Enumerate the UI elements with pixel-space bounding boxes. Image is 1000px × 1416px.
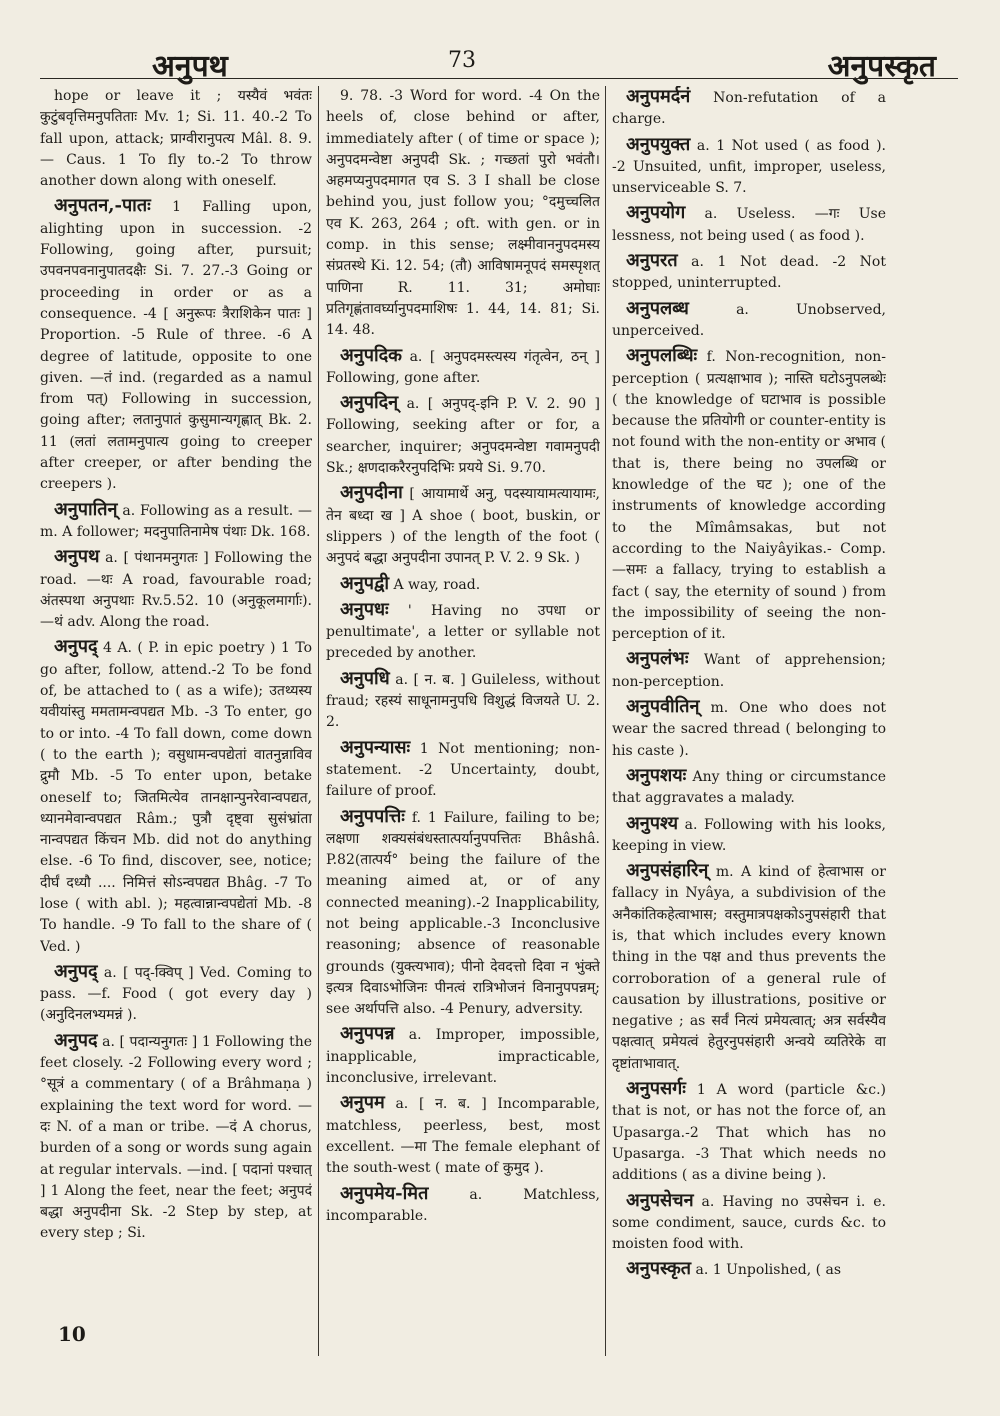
header-rule: [40, 78, 958, 79]
dictionary-entry: [612, 345, 886, 645]
dictionary-entry: [326, 1092, 600, 1179]
dictionary-entry: [612, 1258, 886, 1281]
entry-text: a. Following as a result. —m. A follower; मदनुपातिनामेष पंथाः Dk. 168.: [40, 502, 312, 540]
dictionary-entry: [612, 765, 886, 810]
entry-text: 9. 78. -3 Word for word. -4 On the heels of, close behind or after, immediately after ( of time or space ); अनुपदमन्वेष्टा अनुपदी Sk. ; गच्छतां पुरो भवंतौ। अहमप्यनुपदमागत एव S. 3 I shall be close behind you, just follow you; °दमुच्चलित एव K. 263, 264 ; oft. with gen. or in comp. in this sense; लक्ष्मीवाननुपदमस्य संप्रतस्थे Ki. 12. 54; (तौ) आविषामनूपदं समस्पृशत् पाणिना R. 11. 31; अमोघाः प्रतिगृह्णंतावर्घ्यानुपदमाशिषः 1. 44, 14. 81; Si. 14. 48.: [326, 88, 600, 339]
entry-headword: अनुपद्वी: [340, 572, 389, 594]
entry-headword: अनुपयुक्त: [626, 133, 691, 155]
entry-text: A way, road.: [393, 576, 481, 593]
entry-headword: अनुपलंभः: [626, 648, 689, 670]
entry-headword: अनुपतन,-पातः: [54, 195, 151, 217]
entry-text: a. Useless. —गः Use lessness, not being used ( as food ).: [612, 206, 886, 244]
entry-headword: अनुपद: [54, 1029, 98, 1051]
entry-headword: अनुपथ: [54, 546, 100, 568]
entry-headword: अनुपातिन्: [54, 498, 118, 520]
dictionary-entry: [326, 86, 600, 342]
entry-headword: अनुपदिन्: [340, 392, 399, 414]
column-2: [326, 86, 600, 1356]
dictionary-entry: [40, 636, 312, 957]
dictionary-entry: [612, 298, 886, 343]
entry-headword: अनुपसर्गः: [626, 1078, 686, 1100]
dictionary-entry: [326, 1023, 600, 1089]
dictionary-entry: [612, 696, 886, 762]
right-running-headword: अनुपस्कृत: [827, 49, 936, 84]
entry-text: f. 1 Failure, failing to be; लक्षणा शक्यसंबंधस्तात्पर्यानुपपत्तितः Bhâshâ. P.82(तात्पर्य° being the failure of the meaning aimed at, or of any connected meaning).-2 Inapplicability, not being applicable.-3 Inconclusive reasoning; absence of reasonable grounds (युक्त्यभाव); पीनो देवदत्तो दिवा न भुंक्ते इत्यत्र दिवाऽभोजिनः पीनत्वं रात्रिभोजनं विनानुपपन्नम्; see अर्थापत्ति also. -4 Penury, adversity.: [326, 809, 600, 1018]
dictionary-entry: [326, 737, 600, 803]
entry-headword: अनुपम: [340, 1092, 385, 1114]
entry-headword: अनुपमर्दनं: [626, 86, 691, 107]
entry-headword: अनुपद्: [54, 960, 98, 982]
entry-text: ' Having no उपधा or penultimate', a letter or syllable not preceded by another.: [326, 602, 600, 662]
entry-text: a. [ पद्-क्विप् ] Ved. Coming to pass. —f. Food ( got every day ) (अनुदिनलभ्यमन्नं ).: [40, 964, 312, 1024]
entry-text: a. [ न. ब. ] Guileless, without fraud; रहस्यं साधूनामनुपधि विशुद्धं विजयते U. 2. 2.: [326, 671, 600, 731]
dictionary-entry: [612, 648, 886, 693]
left-running-headword: अनुपथ: [152, 49, 228, 84]
dictionary-entry: [612, 250, 886, 295]
dictionary-entry: [612, 86, 886, 131]
entry-headword: अनुपलब्धिः: [626, 345, 698, 367]
entry-text: a. Improper, impossible, inapplicable, impracticable, inconclusive, irrelevant.: [326, 1027, 600, 1087]
entry-text: [ आयामार्थे अनु, पदस्यायामत्यायामः, तेन बध्दा ख ] A shoe ( boot, buskin, or slippers ) of the length of the foot ( अनुपदं बद्धा अनुपदीना उपानत् P. V. 2. 9 Sk. ): [326, 486, 600, 567]
dictionary-entry: [612, 860, 886, 1075]
entry-headword: अनुपश्य: [626, 812, 679, 834]
entry-headword: अनुपपन्न: [340, 1023, 395, 1045]
dictionary-entry: [40, 961, 312, 1027]
dictionary-entry: [612, 202, 886, 247]
entry-text: a. [ पदान्यनुगतः ] 1 Following the feet closely. -2 Following every word ; °सूत्रं a commentary ( of a Brâhmaṇa ) explaining the text word for word. —दः N. of a man or tribe. —दं A chorus, burden of a song or words sung again at regular intervals. —ind. [ पदानां पश्चात् ] 1 Along the feet, near the feet; अनुपदं बद्धा अनुपदीना Sk. -2 Step by step, at every step ; Si.: [40, 1033, 312, 1242]
column-3: [612, 86, 886, 1356]
column-divider-2: [605, 86, 606, 1356]
entry-headword: अनुपसेचन: [626, 1189, 694, 1211]
column-1: [40, 86, 312, 1356]
entry-headword: अनुपशयः: [626, 764, 687, 786]
entry-text: m. A kind of हेत्वाभास or fallacy in Nyâya, a subdivision of the अनैकांतिकहेत्वाभास; वस्तुमात्रपक्षकोऽनुपसंहारी that is, that which includes every known thing in the पक्ष and thus prevents the corroboration of a general rule of causation by illustrations, positive or negative ; as सर्वं नित्यं प्रमेयत्वात्; अत्र सर्वस्यैव पक्षत्वात् प्रमेयत्वं हेतुरनुपसंहारी अन्वये व्यतिरेके वा दृष्टांताभावात्.: [612, 864, 886, 1072]
dictionary-entry: [40, 1030, 312, 1245]
entry-headword: अनुपद्: [54, 636, 98, 658]
entry-text: a. 1 Not dead. -2 Not stopped, uninterrupted.: [612, 254, 886, 292]
dictionary-entry: [326, 1183, 600, 1228]
dictionary-entry: [612, 1190, 886, 1256]
entry-text: Want of apprehension; non-perception.: [612, 652, 886, 690]
dictionary-entry: [612, 1078, 886, 1186]
dictionary-entry: [326, 345, 600, 390]
entry-text: a. Unobserved, unperceived.: [612, 301, 886, 339]
entry-text: f. Non-recognition, non-perception ( प्रत्यक्षाभाव ); नास्ति घटोऽनुपलब्धेः ( the knowledge of घटाभाव is possible because the प्रतियोगी or counter-entity is not found with the non-entity or अभाव ( that is, there being no उपलब्धि or knowledge of the घट ); one of the instruments of knowledge according to the Mîmâmsakas, but not according to the Naiyâyikas.- Comp. —समः a fallacy, trying to establish a fact ( say, the eternity of sound ) from the impossibility of seeing the non-perception of it.: [612, 349, 886, 643]
entry-headword: अनुपस्कृत: [626, 1258, 692, 1280]
dictionary-entry: [40, 546, 312, 633]
entry-text: 1 Falling upon, alighting upon in succession. -2 Following, going after, pursuit; उपवनपवनानुपातदक्षैः Si. 7. 27.-3 Going or proceeding in order or as a consequence. -4 [ अनुरूपः त्रैराशिकेन पातः ] Proportion. -5 Rule of three. -6 A degree of latitude, opposite to one given. —तं ind. (regarded as a namul from पत्) Following in succession, going after; लतानुपातं कुसुमान्यगृह्णात् Bk. 2. 11 (लतां लतामनुपात्य going to creeper after creeper, or after bending the creepers ).: [40, 199, 312, 493]
entry-text: a. Matchless, incomparable.: [326, 1186, 600, 1224]
entry-text: a. Following with his looks, keeping in view.: [612, 816, 886, 854]
dictionary-entry: [612, 134, 886, 200]
entry-headword: अनुपधि: [340, 667, 390, 689]
entry-headword: अनुपमेय-मित: [340, 1182, 429, 1204]
entry-text: a. [ पंथानमनुगतः ] Following the road. —थः A road, favourable road; अंतस्पथा अनुपथाः Rv.5.52. 10 (अनुकूलमार्गाः). —थं adv. Along the road.: [40, 550, 312, 631]
entry-headword: अनुपयोग: [626, 202, 686, 224]
entry-headword: अनुपसंहारिन्: [626, 860, 709, 882]
page-header: [40, 40, 960, 90]
entry-text: a. [ अनुपदमस्त्यस्य गंतृत्वेन, ठन् ] Following, gone after.: [326, 348, 600, 386]
dictionary-entry: [40, 499, 312, 544]
dictionary-entry: [326, 573, 600, 596]
entry-text: 4 A. ( P. in epic poetry ) 1 To go after, follow, attend.-2 To be fond of, be attached to ( as a wife); उतथ्यस्य यवीयांस्तु ममतामन्वपद्यत Mb. -3 To enter, go to or into. -4 To fall down, come down ( to the earth ); वसुधामन्वपद्येतां वातनुन्नाविव द्रुमौ Mb. -5 To enter upon, betake oneself to; जितमित्येव तानक्षान्पुनरेवान्वपद्यत, ध्यानमेवान्वपद्यत Râm.; पुत्रौ दृष्ट्वा सुसंभ्रांता नान्वपद्यत किंचन Mb. did not do anything else. -6 To find, discover, see, notice; दीर्घं दध्यौ .... निमित्तं सोऽन्वपद्यत Bhâg. -7 To lose ( with abl. ); महत्वान्नान्वपद्येतां Mb. -8 To handle. -9 To fall to the share of ( Ved. ): [40, 640, 312, 955]
dictionary-entry: [612, 813, 886, 858]
page-number: 73: [448, 48, 476, 73]
entry-text: Non-refutation of a charge.: [612, 90, 886, 128]
entry-text: Any thing or circumstance that aggravates a malady.: [612, 768, 886, 807]
entry-headword: अनुपरत: [626, 250, 678, 272]
column-divider-1: [318, 86, 319, 1356]
entry-text: a. Having no उपसेचन i. e. some condiment, sauce, curds &c. to moisten food with.: [612, 1193, 886, 1253]
entry-headword: अनुपदिक: [340, 344, 403, 366]
entry-headword: अनुपधः: [340, 598, 389, 620]
entry-headword: अनुपवीतिन्: [626, 696, 700, 718]
dictionary-entry: [40, 86, 312, 192]
entry-headword: अनुपन्यासः: [340, 736, 411, 758]
dictionary-entry: [40, 195, 312, 495]
entry-text: hope or leave it ; यस्यैवं भवंतः कुटुंबवृत्तिमनुपतिताः Mv. 1; Si. 11. 40.-2 To fall upon, attack; प्राग्वीरानुपत्य Mâl. 8. 9. — Caus. 1 To fly to.-2 To throw another down along with oneself.: [40, 88, 312, 190]
entry-text: a. 1 Unpolished, ( as: [695, 1262, 842, 1279]
entry-text: 1 Not mentioning; non-statement. -2 Uncertainty, doubt, failure of proof.: [326, 740, 600, 800]
entry-headword: अनुपलब्ध: [626, 297, 689, 319]
dictionary-entry: [326, 482, 600, 569]
entry-headword: अनुपदीना: [340, 482, 403, 504]
dictionary-entry: [326, 599, 600, 665]
signature-mark: 10: [58, 1322, 86, 1346]
entry-text: a. [ न. ब. ] Incomparable, matchless, peerless, best, most excellent. —मा The female elephant of the south-west ( mate of कुमुद ).: [326, 1096, 600, 1177]
entry-text: a. [ अनुपद्-इनि P. V. 2. 90 ] Following, seeking after or for, a searcher, inquirer; अनुपदमन्वेष्टा गवामनुपदी Sk.; क्षणदाकरैरनुपदिभिः प्रयये Si. 9.70.: [326, 396, 600, 477]
dictionary-entry: [326, 806, 600, 1021]
entry-headword: अनुपपत्तिः: [340, 805, 405, 827]
entry-text: 1 A word (particle &c.) that is not, or has not the force of, an Upasarga.-2 That which has no Upasarga. -3 That which needs no additions ( as a divine being ).: [612, 1082, 886, 1184]
entry-text: a. 1 Not used ( as food ). -2 Unsuited, unfit, improper, useless, unserviceable S. 7.: [612, 137, 886, 197]
entry-text: m. One who does not wear the sacred thread ( belonging to his caste ).: [612, 700, 886, 759]
dictionary-entry: [326, 392, 600, 479]
dictionary-entry: [326, 668, 600, 734]
